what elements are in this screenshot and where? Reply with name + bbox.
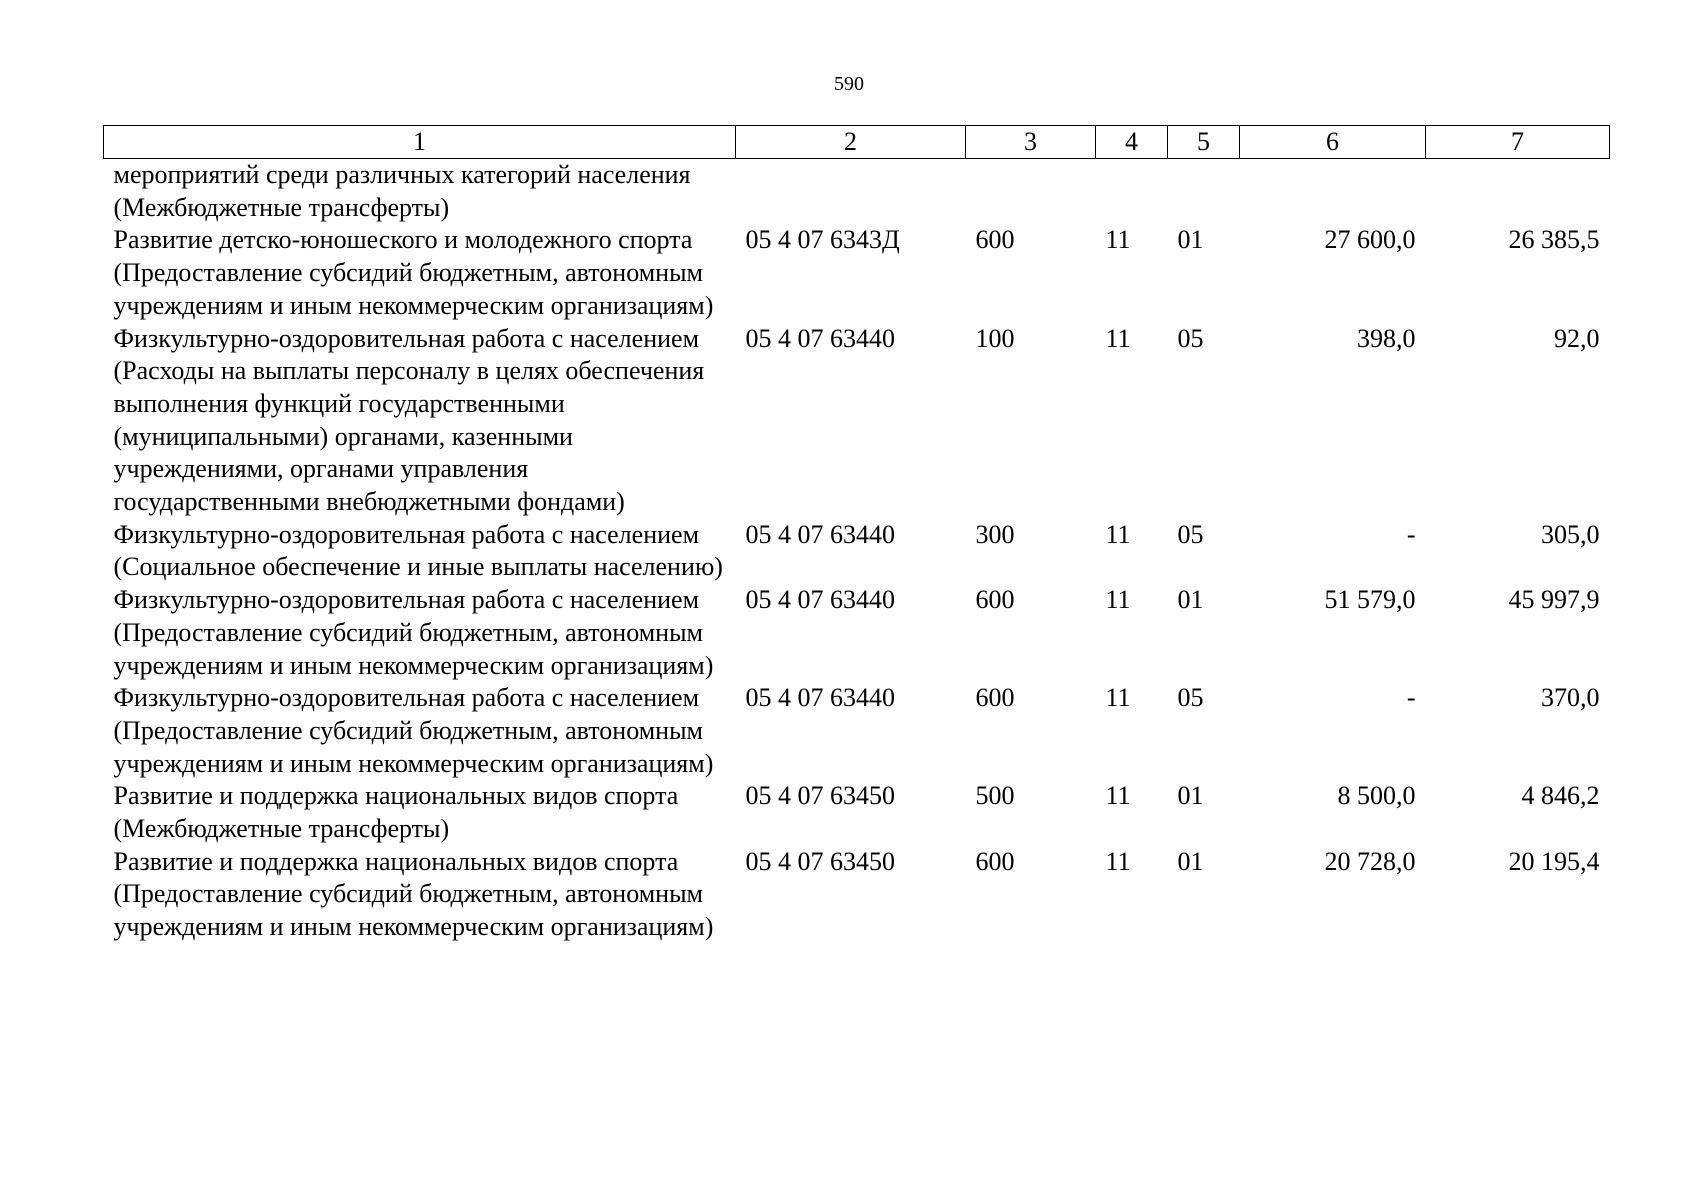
- table-row: [104, 323, 1610, 519]
- header-col-6: 6: [1240, 126, 1426, 159]
- row-amount-1: 8 500,0: [1337, 781, 1416, 811]
- header-col-3: 3: [966, 126, 1096, 159]
- header-col-7: 7: [1426, 126, 1610, 159]
- row-code: 05 4 07 63440: [745, 585, 895, 615]
- row-section: 11: [1105, 683, 1131, 713]
- row-description: мероприятий среди различных категорий населения (Межбюджетные трансферты): [113, 160, 691, 222]
- row-subsection: 05: [1177, 519, 1204, 549]
- row-code: [736, 159, 966, 225]
- row-amount-1: 20 728,0: [1324, 846, 1416, 876]
- row-amount-1: -: [1406, 683, 1416, 713]
- row-section: 11: [1105, 585, 1131, 615]
- table-body: [104, 159, 1610, 944]
- row-amount-1: 27 600,0: [1324, 225, 1416, 255]
- row-code: 05 4 07 63440: [745, 519, 895, 549]
- row-subsection: 01: [1177, 846, 1204, 876]
- header-col-4: 4: [1096, 126, 1168, 159]
- row-amount-1: 51 579,0: [1324, 585, 1416, 615]
- row-code: 05 4 07 63440: [745, 323, 895, 353]
- row-amount-2: 20 195,4: [1508, 846, 1600, 876]
- row-section: 11: [1105, 519, 1131, 549]
- row-description: Физкультурно-оздоровительная работа с населением (Предоставление субсидий бюджетным, автономным учреждениям и иным некоммерческим организациям): [113, 585, 714, 680]
- row-amount-2: 26 385,5: [1508, 225, 1600, 255]
- table-row: [104, 519, 1610, 584]
- row-section: 11: [1105, 846, 1131, 876]
- table-row: [104, 224, 1610, 322]
- row-code: 05 4 07 63450: [745, 846, 895, 876]
- row-amount-2: 370,0: [1541, 683, 1600, 713]
- row-type: 500: [975, 781, 1015, 811]
- row-section: 11: [1105, 323, 1131, 353]
- page-number: 590: [834, 73, 864, 95]
- table-header: [104, 126, 1610, 159]
- row-type: 600: [975, 683, 1015, 713]
- row-type: 600: [975, 225, 1015, 255]
- header-col-1: 1: [104, 126, 736, 159]
- row-amount-1: 398,0: [1357, 323, 1416, 353]
- row-type: 600: [975, 846, 1015, 876]
- row-type: 100: [975, 323, 1015, 353]
- row-description: Развитие детско-юношеского и молодежного спорта (Предоставление субсидий бюджетным, автономным учреждениям и иным некоммерческим организациям): [113, 225, 714, 320]
- row-section: 11: [1105, 225, 1131, 255]
- table-row: [104, 682, 1610, 780]
- row-amount-2: 45 997,9: [1508, 585, 1600, 615]
- table-row: [104, 780, 1610, 845]
- row-code: 05 4 07 63450: [745, 781, 895, 811]
- row-subsection: 01: [1177, 585, 1204, 615]
- row-description: Развитие и поддержка национальных видов спорта (Предоставление субсидий бюджетным, автономным учреждениям и иным некоммерческим организациям): [113, 846, 714, 942]
- row-section: [1096, 159, 1168, 225]
- row-type: 600: [975, 585, 1015, 615]
- row-code: 05 4 07 63440: [745, 683, 895, 713]
- table-row: [104, 846, 1610, 944]
- row-amount-2: [1426, 159, 1610, 225]
- header-row: [104, 126, 1610, 159]
- row-amount-1: -: [1406, 519, 1416, 549]
- row-code: 05 4 07 6343Д: [745, 225, 900, 255]
- row-amount-2: 92,0: [1554, 323, 1600, 353]
- row-description: Физкультурно-оздоровительная работа с населением (Социальное обеспечение и иные выплаты населению): [113, 519, 723, 582]
- row-subsection: 05: [1177, 683, 1204, 713]
- row-subsection: 05: [1177, 323, 1204, 353]
- row-description: Физкультурно-оздоровительная работа с населением (Расходы на выплаты персоналу в целях обеспечения выполнения функций государственными (муниципальными) органами, казенными учреждениями, органами управления государственными внебюджетными фондами): [113, 323, 705, 517]
- row-subsection: 01: [1177, 781, 1204, 811]
- header-col-2: 2: [736, 126, 966, 159]
- row-description: Развитие и поддержка национальных видов спорта (Межбюджетные трансферты): [113, 781, 679, 844]
- budget-table: [103, 125, 1610, 944]
- row-subsection: [1168, 159, 1240, 225]
- row-amount-2: 305,0: [1541, 519, 1600, 549]
- row-description: Физкультурно-оздоровительная работа с населением (Предоставление субсидий бюджетным, автономным учреждениям и иным некоммерческим организациям): [113, 683, 714, 778]
- row-subsection: 01: [1177, 225, 1204, 255]
- row-section: 11: [1105, 781, 1131, 811]
- row-amount-2: 4 846,2: [1521, 781, 1600, 811]
- row-amount-1: [1240, 159, 1426, 225]
- table-row: [104, 159, 1610, 225]
- table-row: [104, 584, 1610, 682]
- header-col-5: 5: [1168, 126, 1240, 159]
- row-type: [966, 159, 1096, 225]
- row-type: 300: [975, 519, 1015, 549]
